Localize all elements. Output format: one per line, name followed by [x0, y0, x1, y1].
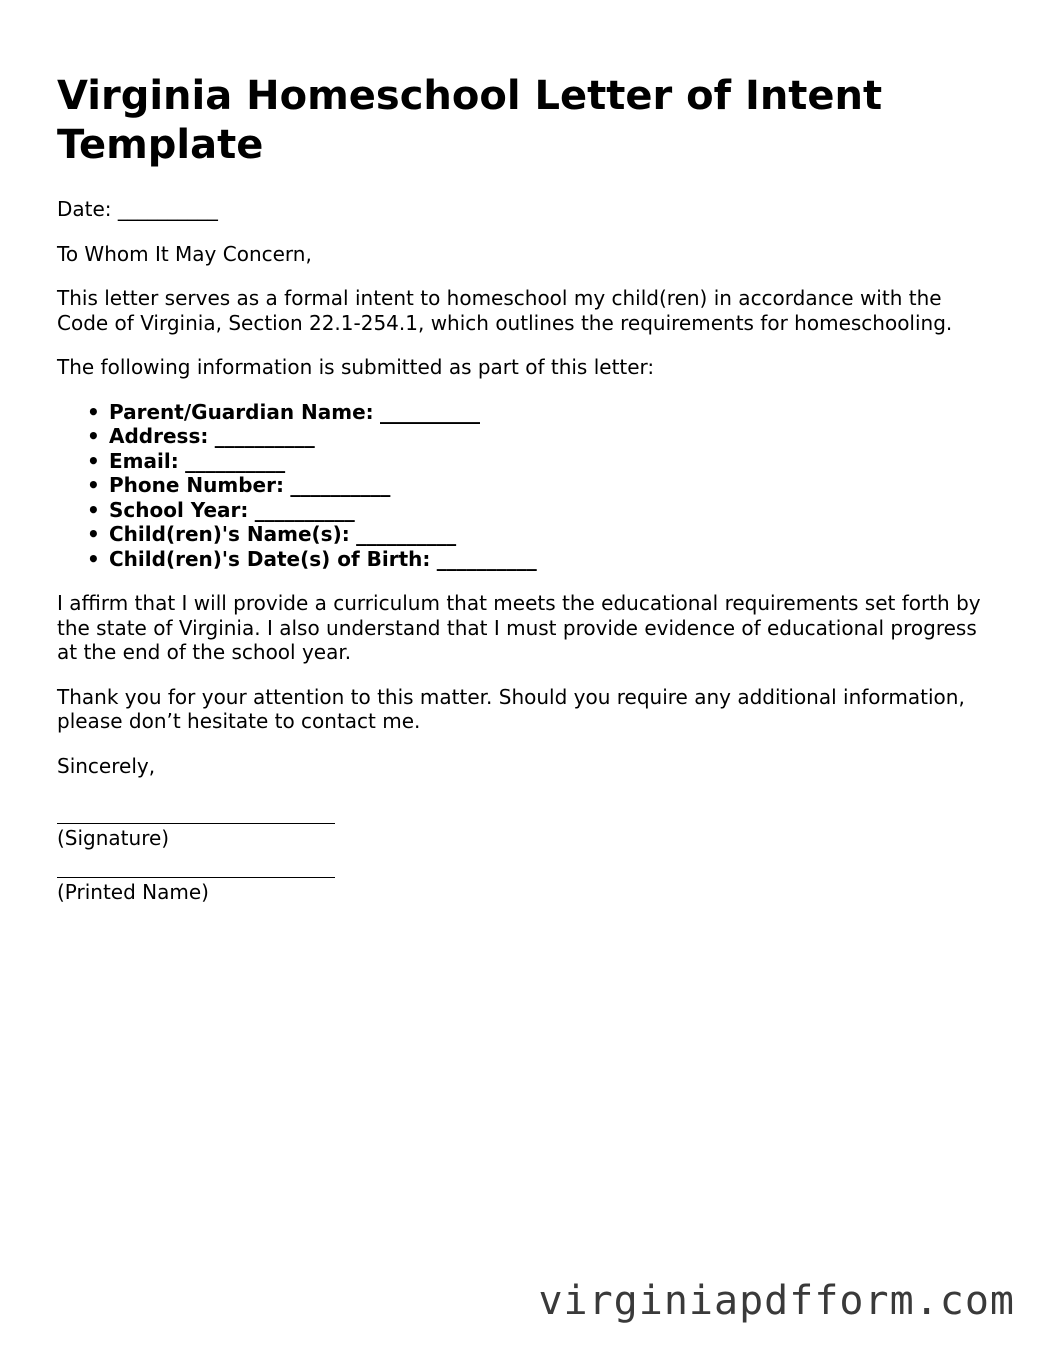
affirmation-paragraph: I affirm that I will provide a curriculum that meets the educational requirements set forth by the state of Virginia. I also understand that I must provide evidence of educational progress at the end of the school year.: [57, 591, 981, 664]
field-blank: __________: [185, 448, 286, 473]
info-lead-paragraph: The following information is submitted as part of this letter:: [57, 355, 655, 379]
field-label: School Year:: [109, 497, 249, 522]
field-label: Child(ren)'s Date(s) of Birth:: [109, 546, 431, 571]
date-line: Date: __________: [57, 197, 218, 221]
signature-caption: (Signature): [57, 826, 170, 850]
bullet-icon: •: [87, 448, 100, 473]
bullet-icon: •: [87, 424, 100, 448]
bullet-icon: •: [87, 522, 100, 546]
bullet-icon: •: [87, 497, 100, 522]
field-label: Address:: [109, 424, 209, 448]
info-field-list: [57, 400, 997, 572]
salutation: To Whom It May Concern,: [57, 241, 312, 266]
field-blank: __________: [380, 399, 481, 424]
bullet-icon: •: [87, 546, 100, 571]
printed-name-caption: (Printed Name): [57, 879, 209, 904]
thanks-paragraph: Thank you for your attention to this matter. Should you require any additional information, please don’t hesitate to contact me.: [57, 684, 965, 733]
field-blank: __________: [290, 473, 391, 497]
bullet-icon: •: [87, 399, 100, 424]
field-label: Parent/Guardian Name:: [109, 399, 374, 424]
printed-name-line: [57, 855, 335, 878]
letter-page: [57, 72, 997, 908]
field-blank: __________: [214, 424, 315, 448]
list-item-children-dates-of-birth: [87, 547, 997, 572]
list-item-address: [87, 424, 997, 449]
field-blank: __________: [356, 522, 457, 546]
field-label: Email:: [109, 448, 179, 473]
bullet-icon: •: [87, 473, 100, 497]
intro-paragraph: This letter serves as a formal intent to homeschool my child(ren) in accordance with the Code of Virginia, Section 22.1-254.1, which outlines the requirements for homeschooling.: [57, 286, 953, 335]
watermark: virginiapdfform.com: [538, 1278, 1015, 1324]
signature-block: [57, 801, 997, 904]
signature-line: [57, 801, 335, 824]
list-item-phone-number: [87, 473, 997, 498]
page-title: Virginia Homeschool Letter of Intent Template: [57, 73, 883, 168]
field-label: Phone Number:: [109, 473, 284, 497]
list-item-school-year: [87, 498, 997, 523]
field-label: Child(ren)'s Name(s):: [109, 522, 350, 546]
field-blank: __________: [254, 497, 355, 522]
list-item-email: [87, 449, 997, 474]
field-blank: __________: [436, 546, 537, 571]
list-item-children-names: [87, 522, 997, 547]
closing: Sincerely,: [57, 753, 156, 778]
list-item-parent-guardian-name: [87, 400, 997, 425]
